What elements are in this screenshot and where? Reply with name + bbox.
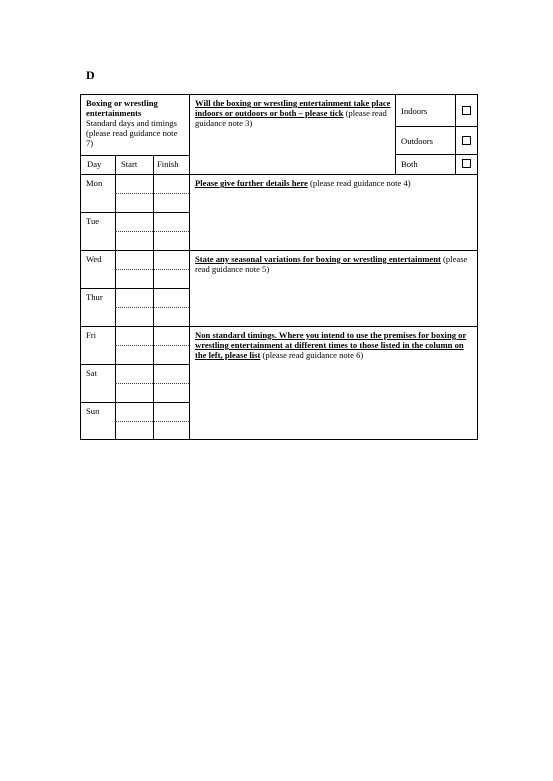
seasonal-label xyxy=(195,254,473,274)
both-checkbox[interactable] xyxy=(462,159,471,168)
tue-start-time-field[interactable] xyxy=(116,213,152,250)
seasonal-variations-field[interactable] xyxy=(191,277,477,325)
wed-start-time-field[interactable] xyxy=(116,251,152,288)
outdoors-checkbox[interactable] xyxy=(462,136,471,145)
fri-start-time-field[interactable] xyxy=(116,327,152,364)
boxing-wrestling-form xyxy=(80,94,478,440)
wed-finish-time-field[interactable] xyxy=(154,251,189,288)
non-standard-label xyxy=(195,330,475,360)
location-question-text: Will the boxing or wrestling entertainment take place indoors or outdoors or both – please tick xyxy=(195,98,391,118)
tue-finish-time-field[interactable] xyxy=(154,213,189,250)
day-label-fri: Fri xyxy=(86,330,97,340)
day-label-sat: Sat xyxy=(86,368,97,378)
seasonal-note: (please read guidance note 5) xyxy=(195,254,468,274)
further-details-text: Please give further details here xyxy=(195,178,308,188)
seasonal-text: State any seasonal variations for boxing or wrestling entertainment xyxy=(195,254,441,264)
sun-start-time-field[interactable] xyxy=(116,403,152,440)
left-header-subtitle: Standard days and timings (please read guidance note 7) xyxy=(86,118,178,148)
section-letter: D xyxy=(86,68,95,82)
non-standard-text: Non standard timings. Where you intend to use the premises for boxing or wrestling entertainment at different times to those listed in the column on the left, please list xyxy=(195,330,467,360)
day-label-tue: Tue xyxy=(86,216,100,226)
day-label-mon: Mon xyxy=(86,178,103,188)
non-standard-note: (please read guidance note 6) xyxy=(260,350,364,360)
further-details-note: (please read guidance note 4) xyxy=(307,178,411,188)
day-label-sun: Sun xyxy=(86,406,100,416)
column-header-finish: Finish xyxy=(157,159,179,169)
option-both-label: Both xyxy=(401,159,418,169)
sat-start-time-field[interactable] xyxy=(116,365,152,402)
thur-finish-time-field[interactable] xyxy=(154,289,189,326)
column-header-day: Day xyxy=(87,159,102,169)
option-indoors-label: Indoors xyxy=(401,106,428,116)
location-question xyxy=(195,98,391,128)
thur-start-time-field[interactable] xyxy=(116,289,152,326)
left-header xyxy=(86,98,186,148)
column-header-start: Start xyxy=(121,159,138,169)
option-outdoors-label: Outdoors xyxy=(401,136,433,146)
location-question-note: (please read guidance note 3) xyxy=(195,108,387,128)
fri-finish-time-field[interactable] xyxy=(154,327,189,364)
sun-finish-time-field[interactable] xyxy=(154,403,189,440)
left-header-title: Boxing or wrestling entertainments xyxy=(86,98,158,118)
sat-finish-time-field[interactable] xyxy=(154,365,189,402)
mon-start-time-field[interactable] xyxy=(116,175,152,212)
non-standard-timings-field[interactable] xyxy=(191,365,477,439)
day-label-wed: Wed xyxy=(86,254,102,264)
further-details-label xyxy=(195,178,473,188)
day-label-thur: Thur xyxy=(86,292,103,302)
mon-finish-time-field[interactable] xyxy=(154,175,189,212)
further-details-field[interactable] xyxy=(191,191,477,249)
indoors-checkbox[interactable] xyxy=(462,106,471,115)
